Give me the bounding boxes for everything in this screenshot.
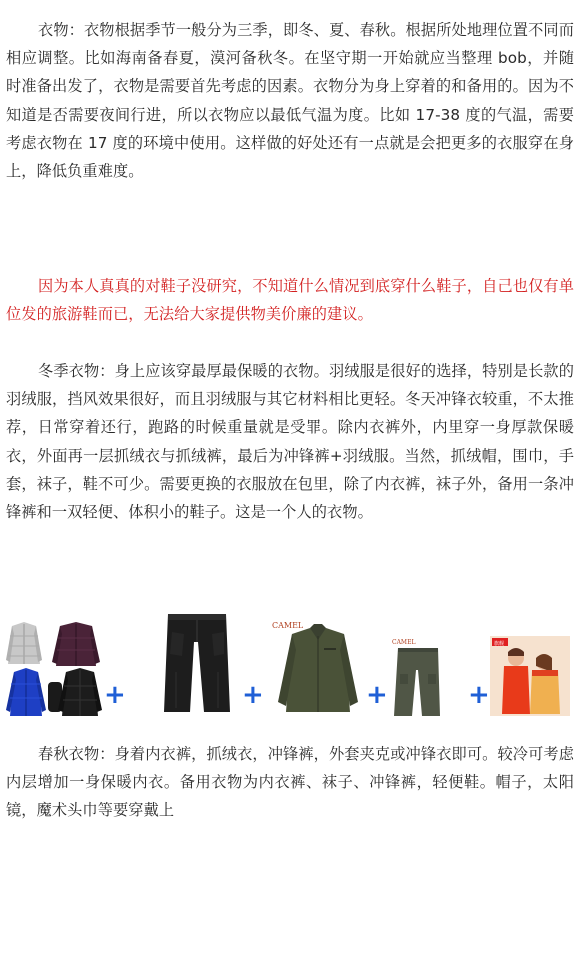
shell-pants-image [160, 612, 234, 716]
plus-icon: + [366, 680, 388, 710]
paragraph-spring-autumn-clothing: 春秋衣物：身着内衣裤，抓绒衣，冲锋裤，外套夹克或冲锋衣即可。较冷可考虑内层增加一身保暖内衣。备用衣物为内衣裤、袜子、冲锋裤，轻便鞋。帽子，太阳镜，魔术头巾等要穿戴上 [6, 745, 574, 820]
paragraph-winter-clothing: 冬季衣物：身上应该穿最厚最保暖的衣物。羽绒服是很好的选择，特别是长款的羽绒服，挡风效果很好，而且羽绒服与其它材料相比更轻。冬天冲锋衣较重，不太推荐，日常穿着还行，跑路的时候重量就是受罪。除内衣裤外，内里穿一身厚款保暖衣，外面再一层抓绒衣与抓绒裤，最后为冲锋裤+羽绒服。当然，抓绒帽，围巾，手套，袜子，鞋不可少。需要更换的衣服放在包里，除了内衣裤，袜子外，备用一条冲锋裤和一双轻便、体积小的鞋子。这是一个人的衣物。 [6, 362, 574, 522]
down-jackets-image [6, 620, 104, 718]
plus-icon: + [104, 680, 126, 710]
fleece-jacket-image [270, 616, 366, 718]
paragraph-clothing-intro: 衣物：衣物根据季节一般分为三季，即冬、夏、春秋。根据所处地理位置不同而相应调整。比如海南备春夏，漠河备秋冬。在坚守期一开始就应当整理 bob，并随时准备出发了，衣物是需要首先考虑的因素。衣物分为身上穿着的和备用的。因为不知道是否需要夜间行进，所以衣物应以最低气温为度。比如 17-38 度的气温，需要考虑衣物在 17 度的环境中使用。这样做的好处还有一点就是会把更多的衣服穿在身上，降低负重难度。 [6, 21, 574, 181]
product-image-row [0, 612, 580, 720]
svg-text:CAMEL: CAMEL [272, 621, 304, 630]
plus-icon: + [242, 680, 264, 710]
svg-text:旗舰: 旗舰 [494, 641, 505, 647]
svg-text:CAMEL: CAMEL [392, 639, 416, 646]
trousers-image [390, 634, 446, 718]
paragraph-shoes-note: 因为本人真真的对鞋子没研究，不知道什么情况到底穿什么鞋子，自己也仅有单位发的旅游鞋而已，无法给大家提供物美价廉的建议。 [6, 277, 574, 324]
plus-icon: + [468, 680, 490, 710]
thermal-underwear-image [490, 636, 570, 716]
